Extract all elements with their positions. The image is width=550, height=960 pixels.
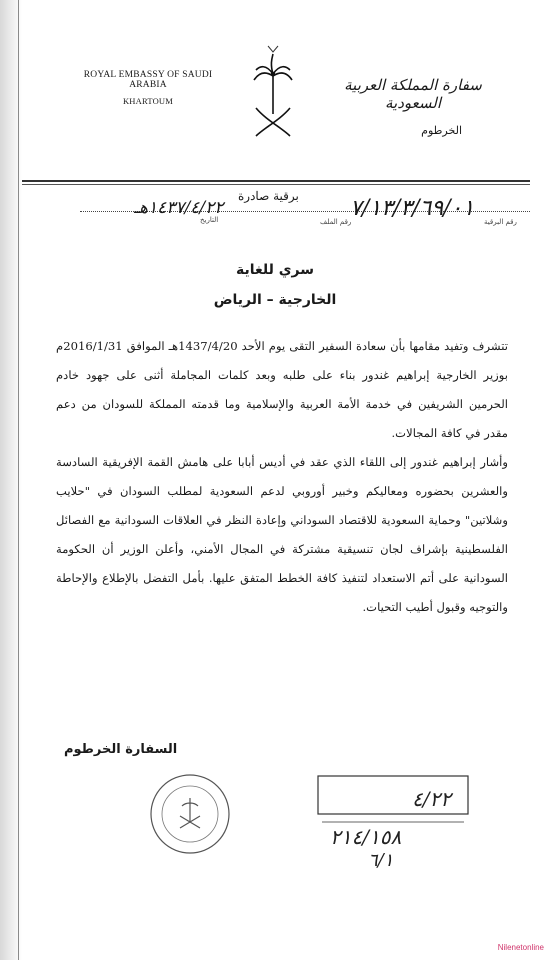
saudi-emblem-icon bbox=[250, 44, 296, 144]
received-stamp bbox=[314, 772, 472, 868]
stamp-extra: ٦/١ bbox=[368, 850, 394, 868]
file-label: رقم الملف bbox=[320, 218, 352, 226]
stamp-date: ٤/٢٢ bbox=[412, 787, 451, 811]
addressee-heading: الخارجية – الرياض bbox=[213, 292, 337, 308]
stamp-number: ٢١٤/١٥٨ bbox=[330, 825, 402, 849]
page-left-border bbox=[18, 0, 19, 960]
watermark-text: Nilenetonline bbox=[497, 943, 544, 952]
embassy-name-en: ROYAL EMBASSY OF SAUDI ARABIA bbox=[83, 70, 213, 90]
letterhead-english bbox=[78, 70, 218, 106]
header-rule-bottom bbox=[22, 184, 530, 185]
date-label: التاريخ bbox=[200, 216, 219, 224]
city-name-ar: الخرطوم bbox=[421, 124, 462, 137]
signature-line: السفارة الخرطوم bbox=[64, 742, 178, 757]
body-paragraph: وأشار إبراهيم غندور إلى اللقاء الذي عقد في أديس أبابا على هامش القمة الإفريقية السادسة والعشرين بحضوره ومعاليكم وخبير أوروبي لدعم السعودية لمطلب السودان في "حلايب وشلاتين" وحماية السعودية للاقتصاد السوداني وإعادة النظر في العلاقات السودانية مع الفصائل الفلسطينية بإشراف لجان تنسيقية مشتركة في المجال الأمني، وأعلن الوزير أن الحكومة السودانية على أتم الاستعداد لتنفيذ كافة الخطط المتفق عليها. بأمل التفضل بالإطلاع والإحاطة والتوجيه وقبول أطيب التحيات. bbox=[56, 455, 508, 614]
ref-label: رقم البرقية bbox=[484, 218, 517, 226]
city-name-en: KHARTOUM bbox=[122, 96, 174, 106]
header-rule-top bbox=[22, 180, 530, 182]
letterhead-arabic: سفارة المملكة العربية السعودية bbox=[344, 76, 482, 112]
letter-body bbox=[56, 332, 508, 622]
telegram-ref-number: ٧/١٣/٣/٦٩/٠١ bbox=[350, 196, 475, 221]
body-paragraph: تتشرف وتفيد مقامها بأن سعادة السفير التقى يوم الأحد 1437/4/20هـ الموافق 2016/1/31م بوزير الخارجية إبراهيم غندور بناء على طلبه وبعد كلمات المجاملة أثنى على جهود خادم الحرمين الشريفين في خدمة الأمة العربية والإسلامية وما قدمته المملكة للسودان من دعم مقدر في كافة المجالات. bbox=[56, 339, 508, 440]
telegram-type: برقية صادرة bbox=[232, 189, 305, 203]
telegram-date: ١٤٣٧/٤/٢٢هـ bbox=[134, 198, 224, 218]
embassy-seal-icon bbox=[148, 772, 232, 856]
classification-heading: سري للغاية bbox=[235, 262, 315, 278]
